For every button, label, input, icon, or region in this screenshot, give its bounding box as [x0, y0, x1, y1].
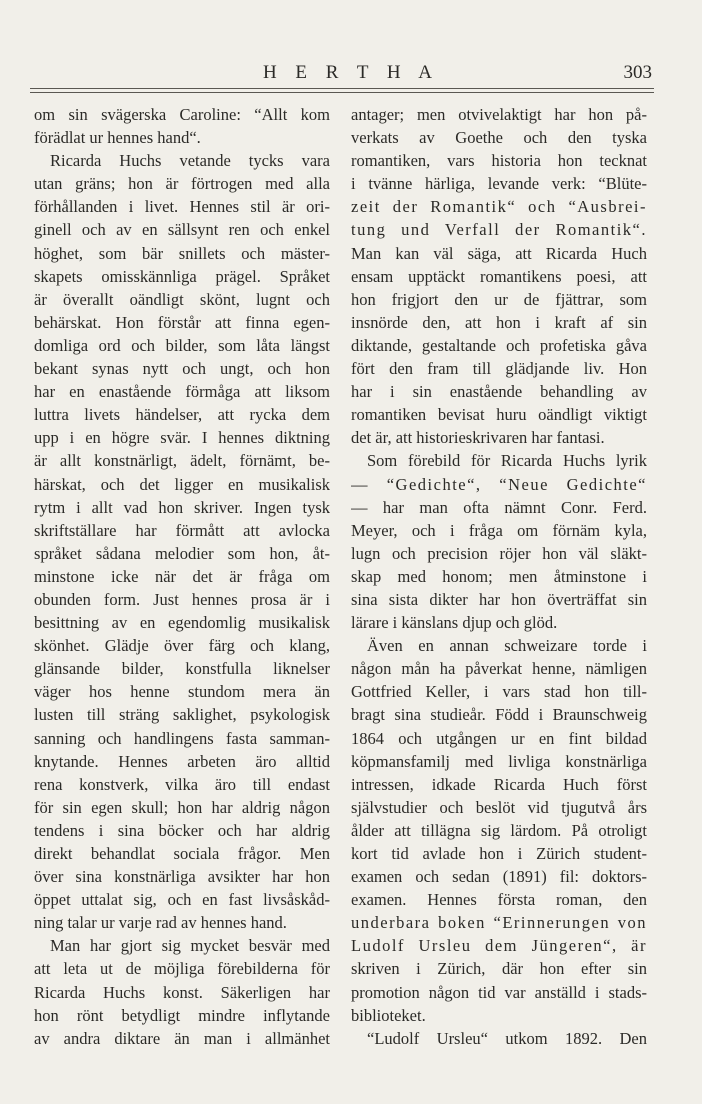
- text-line: skriven i Zürich, där hon efter sin: [351, 959, 647, 979]
- text-line: romantiken, vars historia hon tecknat: [351, 151, 647, 171]
- text-line: besittning av en egendomlig musikalisk: [34, 613, 330, 633]
- text-line: Ricarda Huchs vetande tycks vara: [50, 151, 330, 171]
- text-line: ning talar ur varje rad av hennes hand.: [34, 913, 287, 933]
- text-line: har en enastående förmåga att liksom: [34, 382, 330, 402]
- text-line: höghet, som bär snillets och mäster-: [34, 243, 330, 263]
- text-line: förädlat ur hennes hand“.: [34, 128, 201, 148]
- text-line: att leta ut de möjliga förebilderna för: [34, 959, 330, 979]
- text-line: glänsande bilder, konstfulla liknelser: [34, 659, 330, 679]
- text-line: romantiken bevisat huru oändligt viktigt: [351, 405, 647, 425]
- text-line: behärskat. Hon förstår att finna egen-: [34, 312, 330, 332]
- text-line: domliga ord och bilder, som låta längst: [34, 335, 330, 355]
- text-line: biblioteket.: [351, 1005, 426, 1025]
- text-line: utan gräns; hon är förtrogen med alla: [34, 174, 330, 194]
- running-title: H E R T H A: [262, 62, 440, 83]
- text-line: skriftställare har förmått att avlocka: [34, 520, 330, 540]
- text-line: promotion någon tid var anställd i stads-: [351, 982, 647, 1002]
- text-line: Gottfried Keller, i vars stad hon till-: [351, 682, 647, 702]
- text-line: “Ludolf Ursleu“ utkom 1892. Den: [367, 1028, 647, 1048]
- text-line: härskat, och det ligger en musikalisk: [34, 474, 330, 494]
- text-line: minstone icke när det är fråga om: [34, 566, 330, 586]
- text-line: skapets omisskännliga prägel. Språket: [34, 266, 330, 286]
- text-line: examen. Hennes första roman, den: [351, 890, 647, 910]
- text-line: öppet uttalat sig, och en fast livsåskåd-: [34, 890, 330, 910]
- text-line: tendens i sina böcker och har aldrig: [34, 820, 330, 840]
- text-line: luttra livets händelser, att rycka dem: [34, 405, 330, 425]
- text-line: tung und Verfall der Romantik“.: [351, 220, 647, 240]
- text-line: zeit der Romantik“ och “Ausbrei-: [351, 197, 647, 217]
- text-line: 1864 och utgången ur en fint bildad: [351, 728, 647, 748]
- text-line: om sin svägerska Caroline: “Allt kom: [34, 105, 330, 124]
- text-line: lugn och precision röjer hon väl släkt-: [351, 543, 647, 563]
- text-line: — “Gedichte“, “Neue Gedichte“: [351, 474, 647, 494]
- page-number: 303: [623, 62, 652, 83]
- text-line: ålder att tillägna sig lärdom. På otroligt: [351, 820, 647, 840]
- text-line: Man har gjort sig mycket besvär med: [50, 936, 330, 956]
- left-text-column: [34, 103, 330, 1050]
- text-line: rena konstverk, vilka äro till endast: [34, 774, 330, 794]
- text-line: lusten till sträng saklighet, psykologisk: [34, 705, 330, 725]
- text-line: bragt sina studieår. Född i Braunschweig: [351, 705, 647, 725]
- header-rule-bottom: [30, 92, 654, 93]
- text-line: språket sådana melodier som hon, åt-: [34, 543, 330, 563]
- text-line: ensam upptäckt romantikens poesi, att: [351, 266, 647, 286]
- text-line: Meyer, och i fråga om förnäm kyla,: [351, 520, 647, 540]
- text-line: skönhet. Glädje över färg och klang,: [34, 636, 330, 656]
- text-line: upp i en högre svär. I hennes diktning: [34, 428, 330, 448]
- text-line: har i sin enastående behandling av: [351, 382, 647, 402]
- text-line: examen och sedan (1891) fil: doktors-: [351, 867, 647, 887]
- text-line: det är, att historieskrivaren har fantasi.: [351, 428, 605, 448]
- text-line: för sin egen skull; hon har aldrig någon: [34, 797, 330, 817]
- text-line: kort tid avlade hon i Zürich student-: [351, 844, 647, 863]
- text-line: är allt konstnärligt, ädelt, förnämt, be-: [34, 451, 330, 471]
- text-line: Även en annan schweizare torde i: [367, 636, 647, 656]
- text-line: lärare i känslans djup och glöd.: [351, 613, 558, 633]
- text-line: hon rönt betydligt mindre inflytande: [34, 1005, 330, 1025]
- text-line: obunden form. Just hennes prosa är i: [34, 589, 330, 609]
- text-line: knytande. Hennes arbeten äro alltid: [34, 751, 330, 771]
- text-line: direkt behandlat sociala frågor. Men: [34, 844, 330, 863]
- text-line: över sina konstnärliga avsikter har hon: [34, 867, 330, 887]
- text-line: Som förebild för Ricarda Huchs lyrik: [367, 451, 647, 471]
- text-line: underbara boken “Erinnerungen von: [351, 913, 647, 933]
- text-line: ginell och av en sällsynt ren och enkel: [34, 220, 330, 240]
- text-line: rytm i allt vad hon skriver. Ingen tysk: [34, 497, 330, 517]
- text-line: någon mån ha påverkat henne, nämligen: [351, 659, 647, 679]
- header-rule-top: [30, 88, 654, 89]
- text-line: är överallt oändligt skönt, lugnt och: [34, 289, 330, 309]
- text-line: i tvänne härliga, levande verk: “Blüte-: [351, 174, 647, 194]
- text-line: av andra diktare än man i allmänhet: [34, 1028, 330, 1048]
- text-line: Man kan väl säga, att Ricarda Huch: [351, 243, 647, 263]
- text-line: Ricarda Huchs konst. Säkerligen har: [34, 982, 330, 1002]
- text-line: antager; men otvivelaktigt har hon på-: [351, 105, 647, 124]
- text-line: insnörde den, att hon i kraft af sin: [351, 312, 647, 332]
- text-line: intressen, idkade Ricarda Huch först: [351, 774, 647, 794]
- text-line: självstudier och beslöt vid tjugutvå års: [351, 797, 647, 817]
- text-line: hon frigjort den ur de fjättrar, som: [351, 289, 647, 309]
- text-line: — har man ofta nämnt Conr. Ferd.: [351, 497, 647, 517]
- text-line: skap med honom; men åtminstone i: [351, 566, 647, 586]
- text-line: sina sista dikter har hon överträffat sin: [351, 589, 647, 609]
- right-text-column: [351, 103, 647, 1050]
- text-line: diktande, gestaltande och profetiska gåva: [351, 335, 647, 355]
- text-line: förhållanden i livet. Hennes stil är ori-: [34, 197, 330, 217]
- text-line: verkats av Goethe och den tyska: [351, 128, 647, 148]
- text-line: väger hos henne stundom mera än: [34, 682, 330, 702]
- text-line: sanning och handlingens fasta samman-: [34, 728, 330, 748]
- text-line: Ludolf Ursleu dem Jüngeren“, är: [351, 936, 647, 956]
- text-line: köpmansfamilj med livliga konstnärliga: [351, 751, 647, 771]
- text-line: fört den fram till glädjande liv. Hon: [351, 359, 647, 379]
- text-line: bekant synas nytt och ungt, och hon: [34, 359, 330, 379]
